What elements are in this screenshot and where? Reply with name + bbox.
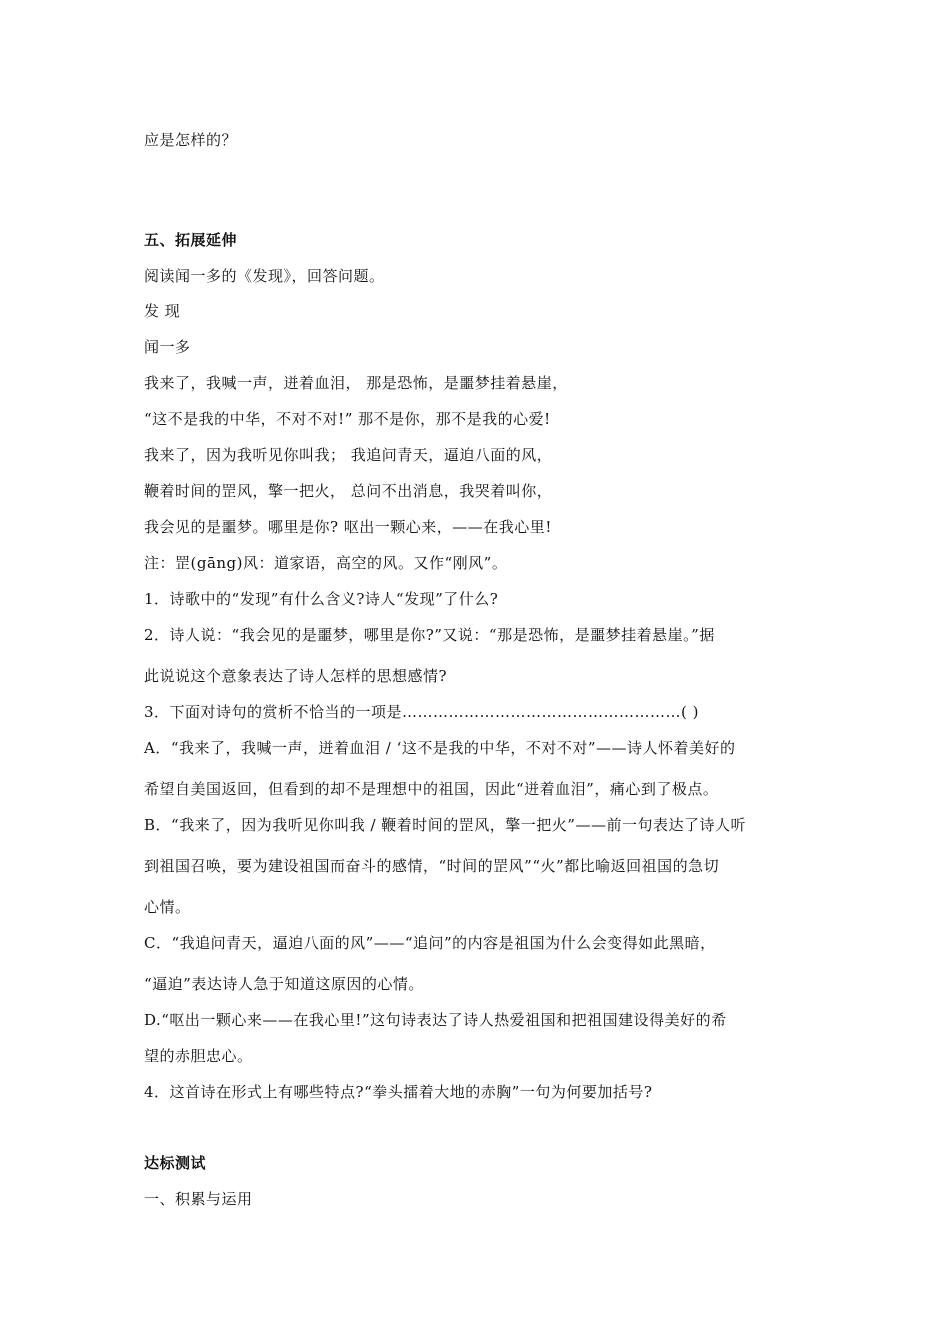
question-2-line-1: 2．诗人说：“我会见的是噩梦，哪里是你?”又说：“那是恐怖，是噩梦挂着悬崖。”据 <box>144 626 715 644</box>
question-4: 4．这首诗在形式上有哪些特点?“拳头擂着大地的赤胸”一句为何要加括号? <box>144 1083 653 1101</box>
test-subsection-heading: 一、积累与运用 <box>144 1190 253 1208</box>
section5-heading: 五、拓展延伸 <box>144 231 238 249</box>
test-section-heading: 达标测试 <box>144 1154 207 1172</box>
question-3: 3．下面对诗句的赏析不恰当的一项是………………………………………………( ) <box>144 703 700 721</box>
poem-author: 闻一多 <box>144 338 191 356</box>
poem-note: 注：罡(gāng)风：道家语，高空的风。又作“刚风”。 <box>144 554 508 572</box>
poem-line: 我会见的是噩梦。哪里是你? 呕出一颗心来，——在我心里! <box>144 518 552 536</box>
option-c-line-1: C．“我追问青天，逼迫八面的风”——“追问”的内容是祖国为什么会变得如此黑暗， <box>144 934 716 952</box>
option-b-line-2: 到祖国召唤，要为建设祖国而奋斗的感情，“时间的罡风”“火”都比喻返回祖国的急切 <box>144 857 720 875</box>
option-d-line-1: D.“呕出一颗心来——在我心里!”这句诗表达了诗人热爱祖国和把祖国建设得美好的希 <box>144 1011 727 1029</box>
poem-title: 发 现 <box>144 302 181 320</box>
option-d-line-2: 望的赤胆忠心。 <box>144 1047 253 1065</box>
option-c-line-2: “逼迫”表达诗人急于知道这原因的心情。 <box>144 975 424 993</box>
question-1: 1．诗歌中的“发现”有什么含义?诗人“发现”了什么? <box>144 590 499 608</box>
question-2-line-2: 此说说这个意象表达了诗人怎样的思想感情? <box>144 667 448 685</box>
option-b-line-1: B．“我来了，因为我听见你叫我 / 鞭着时间的罡风，擎一把火”——前一句表达了诗人听 <box>144 816 746 834</box>
option-a-line-2: 希望自美国返回，但看到的却不是理想中的祖国，因此“迸着血泪”，痛心到了极点。 <box>144 780 719 798</box>
option-a-line-1: A．“我来了，我喊一声，迸着血泪 / ‘这不是我的中华，不对不对”——诗人怀着美好的 <box>144 739 736 757</box>
poem-line: “这不是我的中华，不对不对!” 那不是你，那不是我的心爱! <box>144 410 551 428</box>
poem-line: 鞭着时间的罡风，擎一把火， 总问不出消息，我哭着叫你， <box>144 482 553 500</box>
section5-instruction: 阅读闻一多的《发现》，回答问题。 <box>144 267 385 285</box>
poem-line: 我来了，我喊一声，迸着血泪， 那是恐怖，是噩梦挂着悬崖， <box>144 374 568 392</box>
option-b-line-3: 心情。 <box>144 898 191 916</box>
poem-line: 我来了，因为我听见你叫我； 我追问青天，逼迫八面的风， <box>144 446 553 464</box>
intro-tail-text: 应是怎样的？ <box>144 131 238 149</box>
